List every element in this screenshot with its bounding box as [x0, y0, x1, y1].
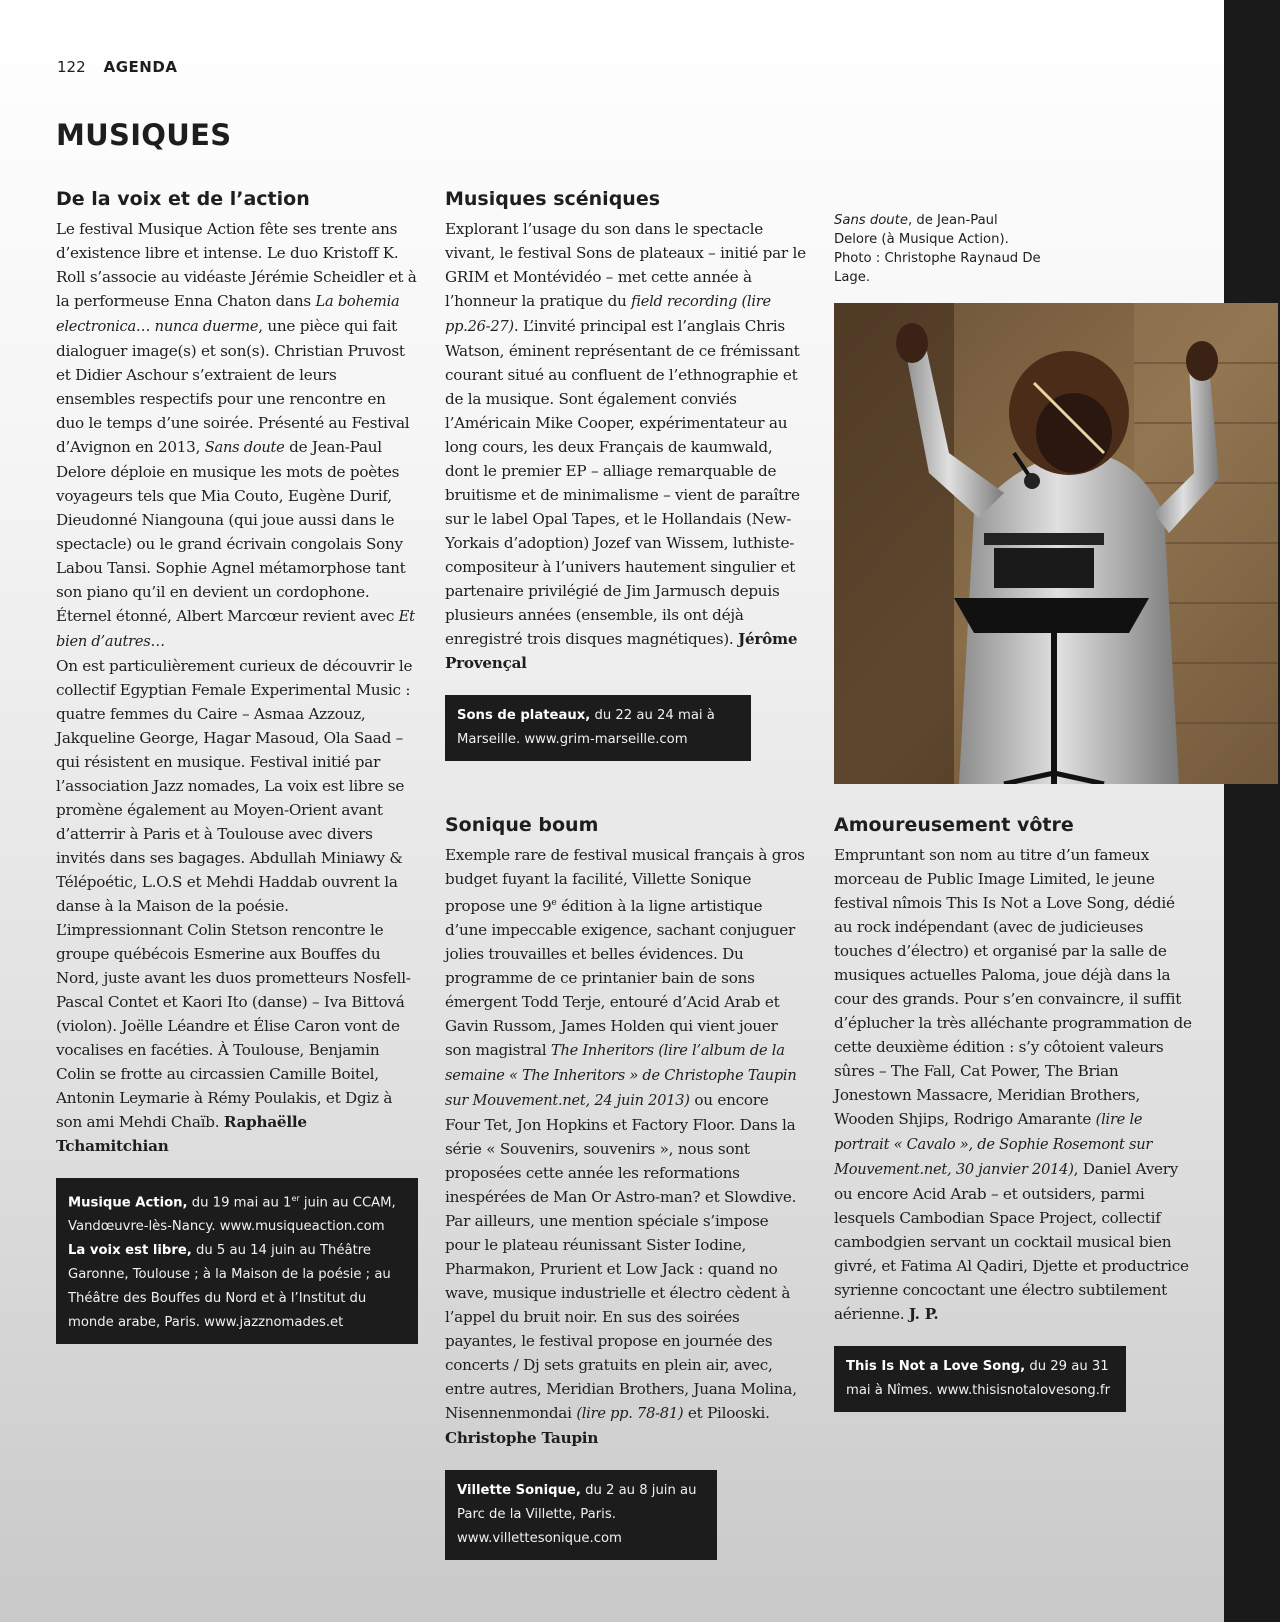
- page-title: MUSIQUES: [56, 118, 232, 152]
- article-heading: De la voix et de l’action: [56, 188, 310, 210]
- event-info-box: Sons de plateaux, du 22 au 24 mai à Marseille. www.grim-marseille.com: [445, 695, 751, 761]
- performance-photo: [834, 303, 1278, 784]
- author-name: J. P.: [908, 1305, 939, 1323]
- event-info-box: Musique Action, du 19 mai au 1er juin au CCAM, Vandœuvre-lès-Nancy. www.musiqueaction.com La voix est libre, du 5 au 14 juin au Théâtre Garonne, Toulouse ; à la Maison de la poésie ; au Théâtre des Bouffes du Nord et à l’Institut du monde arabe, Paris. www.jazznomades.et: [56, 1178, 418, 1344]
- article-heading: Amoureusement vôtre: [834, 814, 1074, 836]
- page-header: [57, 58, 177, 76]
- author-name: Raphaëlle Tchamitchian: [56, 1113, 307, 1155]
- article-body-continued: On est particulièrement curieux de découvrir le collectif Egyptian Female Experimental Music : quatre femmes du Caire – Asmaa Azzouz, Jakqueline George, Hagar Masoud, Ola Saad – qui résistent en musique. Festival initié par l’association Jazz nomades, La voix est libre se promène également au Moyen-Orient avant d’atterrir à Paris et à Toulouse avec divers invités dans ses bagages. Abdullah Miniawy & Télépoétic, L.O.S et Mehdi Haddab ouvrent la danse à la Maison de la poésie. L’impressionnant Colin Stetson rencontre le groupe québécois Esmerine aux Bouffes du Nord, juste avant les duos prometteurs Nosfell-Pascal Contet et Kaori Ito (danse) – Iva Bittová (violon). Joëlle Léandre et Élise Caron vont de vocalises en facéties. À Toulouse, Benjamin Colin se frotte au circassien Camille Boitel, Antonin Leymarie à Rémy Poulakis, et Dgiz à son ami Mehdi Chaïb. Raphaëlle Tchamitchian: [56, 657, 413, 1155]
- page-number: 122: [57, 58, 86, 76]
- performer-illustration: [834, 303, 1278, 784]
- page-edge-black-band: [1224, 0, 1280, 1622]
- article-heading: Sonique boum: [445, 814, 599, 836]
- article-heading: Musiques scéniques: [445, 188, 661, 210]
- article-voix-action: [56, 187, 418, 1344]
- section-name: AGENDA: [103, 58, 178, 76]
- photo-caption: Sans doute, de Jean-Paul Delore (à Musique Action). Photo : Christophe Raynaud De Lage.: [834, 213, 1041, 285]
- event-info-box: This Is Not a Love Song, du 29 au 31 mai à Nîmes. www.thisisnotalovesong.fr: [834, 1346, 1126, 1412]
- article-sonique-boum: [445, 813, 807, 1560]
- article-body: Exemple rare de festival musical français à gros budget fuyant la facilité, Villette Sonique propose une 9e édition à la ligne artistique d’une impeccable exigence, sachant conjuguer jolies trouvailles et belles évidences. Du programme de ce printanier bain de sons émergent Todd Terje, entouré d’Acid Arab et Gavin Russom, James Holden qui vient jouer son magistral The Inheritors (lire l’album de la semaine « The Inheritors » de Christophe Taupin sur Mouvement.net, 24 juin 2013) ou encore Four Tet, Jon Hopkins et Factory Floor. Dans la série « Souvenirs, souvenirs », nous sont proposées cette année les reformations inespérées de Man Or Astro-man? et Slowdive. Par ailleurs, une mention spéciale s’impose pour le plateau réunissant Sister Iodine, Pharmakon, Prurient et Low Jack : quand no wave, musique industrielle et électro cèdent à l’appel du bruit noir. En sus des soirées payantes, le festival propose en journée des concerts / Dj sets gratuits en plein air, avec, entre autres, Meridian Brothers, Juana Molina, Nisennenmondai (lire pp. 78-81) et Pilooski. Christophe Taupin: [445, 846, 805, 1448]
- article-body: Le festival Musique Action fête ses trente ans d’existence libre et intense. Le duo Kristoff K. Roll s’associe au vidéaste Jérémie Scheidler et à la performeuse Enna Chaton dans La bohemia electronica… nunca duerme, une pièce qui fait dialoguer image(s) et son(s). Christian Pruvost et Didier Aschour s’extraient de leurs ensembles respectifs pour une rencontre en duo le temps d’une soirée. Présenté au Festival d’Avignon en 2013, Sans doute de Jean-Paul Delore déploie en musique les mots de poètes voyageurs tels que Mia Couto, Eugène Durif, Dieudonné Niangouna (qui joue aussi dans le spectacle) ou le grand écrivain congolais Sony Labou Tansi. Sophie Agnel métamorphose tant son piano qu’il en devient un cordophone. Éternel étonné, Albert Marcœur revient avec Et bien d’autres…: [56, 220, 417, 650]
- author-name: Christophe Taupin: [445, 1429, 599, 1448]
- article-body: Empruntant son nom au titre d’un fameux morceau de Public Image Limited, le jeune festival nîmois This Is Not a Love Song, dédié au rock indépendant (avec de judicieuses touches d’électro) et organisé par la salle de musiques actuelles Paloma, joue déjà dans la cour des grands. Pour s’en convaincre, il suffit d’éplucher la très alléchante programmation de cette deuxième édition : s’y côtoient valeurs sûres – The Fall, Cat Power, The Brian Jonestown Massacre, Meridian Brothers, Wooden Shjips, Rodrigo Amarante (lire le portrait « Cavalo », de Sophie Rosemont sur Mouvement.net, 30 janvier 2014), Daniel Avery ou encore Acid Arab – et outsiders, parmi lesquels Cambodian Space Project, collectif cambodgien servant un cocktail musical bien givré, et Fatima Al Qadiri, Djette et productrice syrienne concoctant une électro subtilement aérienne. J. P.: [834, 846, 1192, 1323]
- article-amoureusement-votre: [834, 813, 1194, 1412]
- article-body: Explorant l’usage du son dans le spectacle vivant, le festival Sons de plateaux – initié par le GRIM et Montévidéo – met cette année à l’honneur la pratique du field recording (lire pp.26-27). L’invité principal est l’anglais Chris Watson, éminent représentant de ce frémissant courant situé au confluent de l’ethnographie et de la musique. Sont également conviés l’Américain Mike Cooper, expérimentateur au long cours, les deux Français de kaumwald, dont le premier EP – alliage remarquable de bruitisme et de minimalisme – vient de paraître sur le label Opal Tapes, et le Hollandais (New-Yorkais d’adoption) Jozef van Wissem, luthiste-compositeur à l’univers hautement singulier et partenaire privilégié de Jim Jarmusch depuis plusieurs années (ensemble, ils ont déjà enregistré trois disques magnétiques). Jérôme Provençal: [445, 220, 806, 672]
- author-name: Jérôme Provençal: [445, 630, 798, 672]
- article-musiques-sceniques: [445, 187, 807, 761]
- event-info-box: Villette Sonique, du 2 au 8 juin au Parc de la Villette, Paris. www.villettesonique.com: [445, 1470, 717, 1560]
